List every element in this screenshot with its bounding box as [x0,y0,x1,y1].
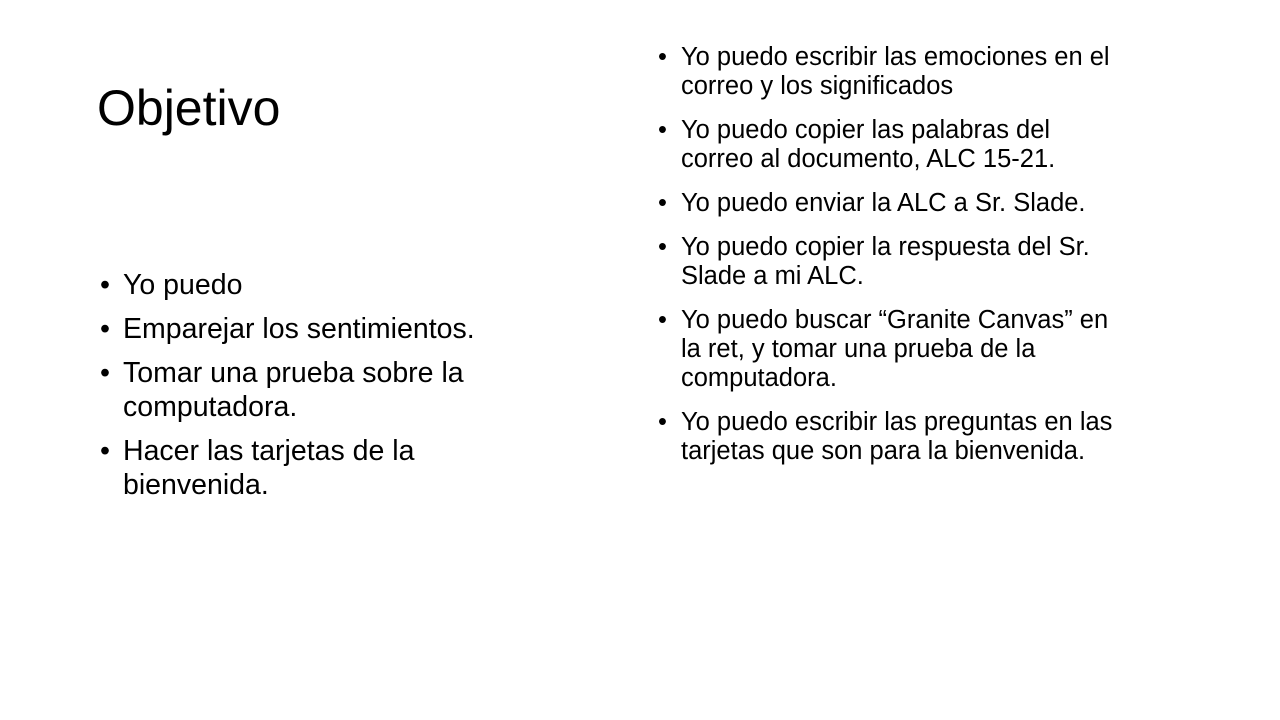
bullet-text: Yo puedo escribir las preguntas en las tarjetas que son para la bienvenida. [681,408,1113,465]
list-item [655,408,1125,466]
bullet-text: Yo puedo copier las palabras del correo al documento, ALC 15-21. [681,116,1056,173]
bullet-icon: • [100,435,110,467]
list-item [97,434,547,502]
list-item [655,233,1125,291]
bullet-icon: • [658,233,667,261]
list-item [655,116,1125,174]
list-item [97,356,547,424]
bullet-icon: • [658,116,667,144]
list-item [655,306,1125,393]
list-item [655,43,1125,101]
list-item [655,189,1125,218]
bullet-text: Yo puedo buscar “Granite Canvas” en la ret, y tomar una prueba de la computadora. [681,306,1109,392]
right-bullet-list [655,43,1125,481]
bullet-text: Yo puedo [123,269,243,301]
bullet-text: Tomar una prueba sobre la computadora. [123,357,464,423]
bullet-icon: • [100,269,110,301]
bullet-icon: • [100,357,110,389]
bullet-icon: • [658,43,667,71]
slide-title: Objetivo [97,80,281,136]
bullet-text: Yo puedo escribir las emociones en el correo y los significados [681,43,1110,100]
bullet-text: Emparejar los sentimientos. [123,313,475,345]
bullet-text: Yo puedo copier la respuesta del Sr. Slade a mi ALC. [681,233,1090,290]
bullet-icon: • [658,189,667,217]
bullet-icon: • [658,306,667,334]
bullet-text: Yo puedo enviar la ALC a Sr. Slade. [681,189,1086,217]
left-bullet-list [97,268,547,512]
list-item [97,312,547,346]
list-item [97,268,547,302]
bullet-icon: • [658,408,667,436]
bullet-text: Hacer las tarjetas de la bienvenida. [123,435,415,501]
bullet-icon: • [100,313,110,345]
